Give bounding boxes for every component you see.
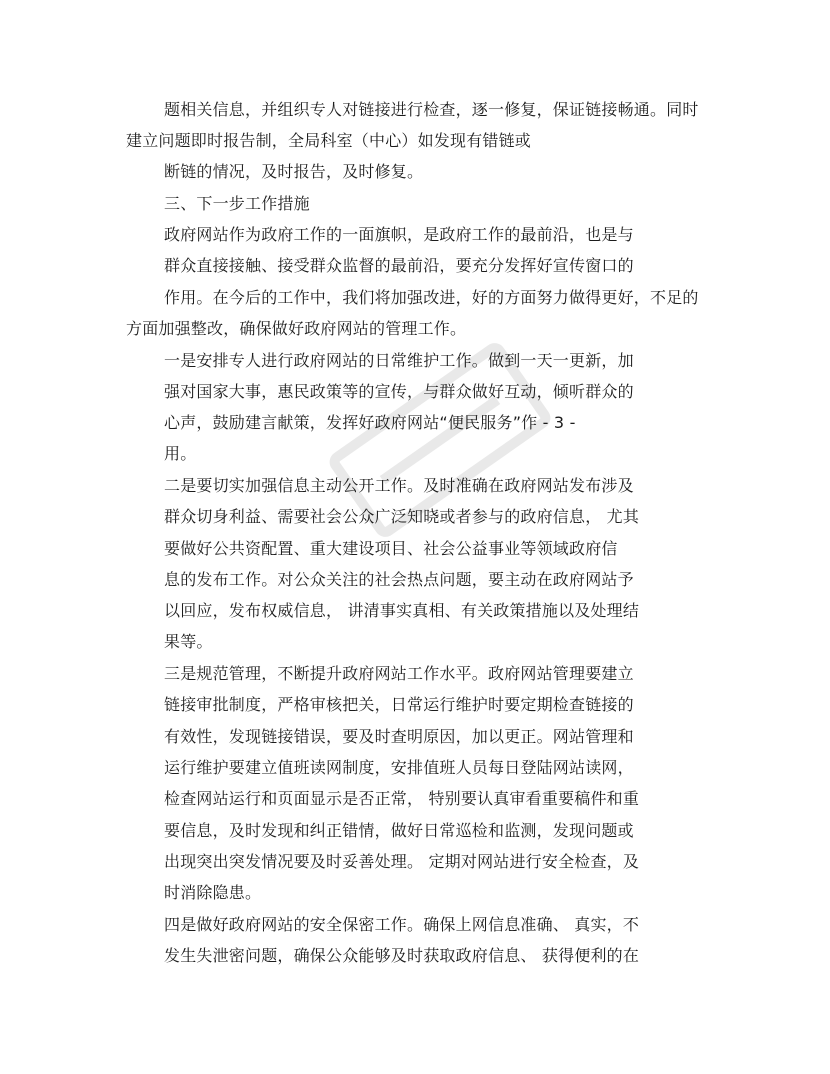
watermark-icon: [300, 300, 580, 580]
text-line: 作用。在今后的工作中，我们将加强改进，好的方面努力做得更好，不足的: [164, 288, 699, 307]
text-line: 检查网站运行和页面显示是否正常， 特别要认真审看重要稿件和重: [164, 789, 640, 808]
text-line: 要做好公共资配置、重大建设项目、社会公益事业等领域政府信: [164, 539, 618, 558]
text-line: 政府网站作为政府工作的一面旗帜，是政府工作的最前沿，也是与: [164, 225, 634, 244]
text-line: 有效性，发现链接错误，要及时查明原因，加以更正。网站管理和: [164, 727, 634, 746]
text-line: 以回应，发布权威信息， 讲清事实真相、有关政策措施以及处理结: [164, 601, 640, 620]
section-heading: 三、下一步工作措施: [164, 194, 310, 213]
text-line: 三是规范管理，不断提升政府网站工作水平。政府网站管理要建立: [164, 664, 634, 683]
text-line: 二是要切实加强信息主动公开工作。及时准确在政府网站发布涉及: [164, 476, 634, 495]
text-line: 用。: [164, 444, 197, 463]
text-line: 题相关信息，并组织专人对链接进行检查，逐一修复，保证链接畅通。同时: [164, 100, 699, 119]
text-line: 发生失泄密问题，确保公众能够及时获取政府信息、 获得便利的在: [164, 946, 640, 965]
text-line: 链接审批制度，严格审核把关，日常运行维护时要定期检查链接的: [164, 695, 634, 714]
text-line: 建立问题即时报告制，全局科室（中心）如发现有错链或: [126, 131, 532, 150]
text-line: 群众切身利益、需要社会公众广泛知晓或者参与的政府信息， 尤其: [164, 507, 640, 526]
text-line: 果等。: [164, 632, 213, 651]
text-line: 息的发布工作。对公众关注的社会热点问题，要主动在政府网站予: [164, 570, 634, 589]
text-line: 强对国家大事，惠民政策等的宣传，与群众做好互动，倾听群众的: [164, 382, 634, 401]
text-line: 一是安排专人进行政府网站的日常维护工作。做到一天一更新，加: [164, 351, 634, 370]
text-line: 方面加强整改，确保做好政府网站的管理工作。: [126, 319, 467, 338]
text-line: 断链的情况，及时报告，及时修复。: [164, 162, 424, 181]
text-line: 群众直接接触、接受群众监督的最前沿，要充分发挥好宣传窗口的: [164, 256, 634, 275]
text-line: 心声，鼓励建言献策，发挥好政府网站“便民服务”作 - 3 -: [164, 413, 576, 432]
text-line: 时消除隐患。: [164, 883, 262, 902]
text-line: 运行维护要建立值班读网制度，安排值班人员每日登陆网站读网，: [164, 758, 634, 777]
text-line: 四是做好政府网站的安全保密工作。确保上网信息准确、 真实，不: [164, 915, 640, 934]
text-line: 出现突出突发情况要及时妥善处理。 定期对网站进行安全检查，及: [164, 852, 640, 871]
text-line: 要信息，及时发现和纠正错情，做好日常巡检和监测，发现问题或: [164, 821, 634, 840]
